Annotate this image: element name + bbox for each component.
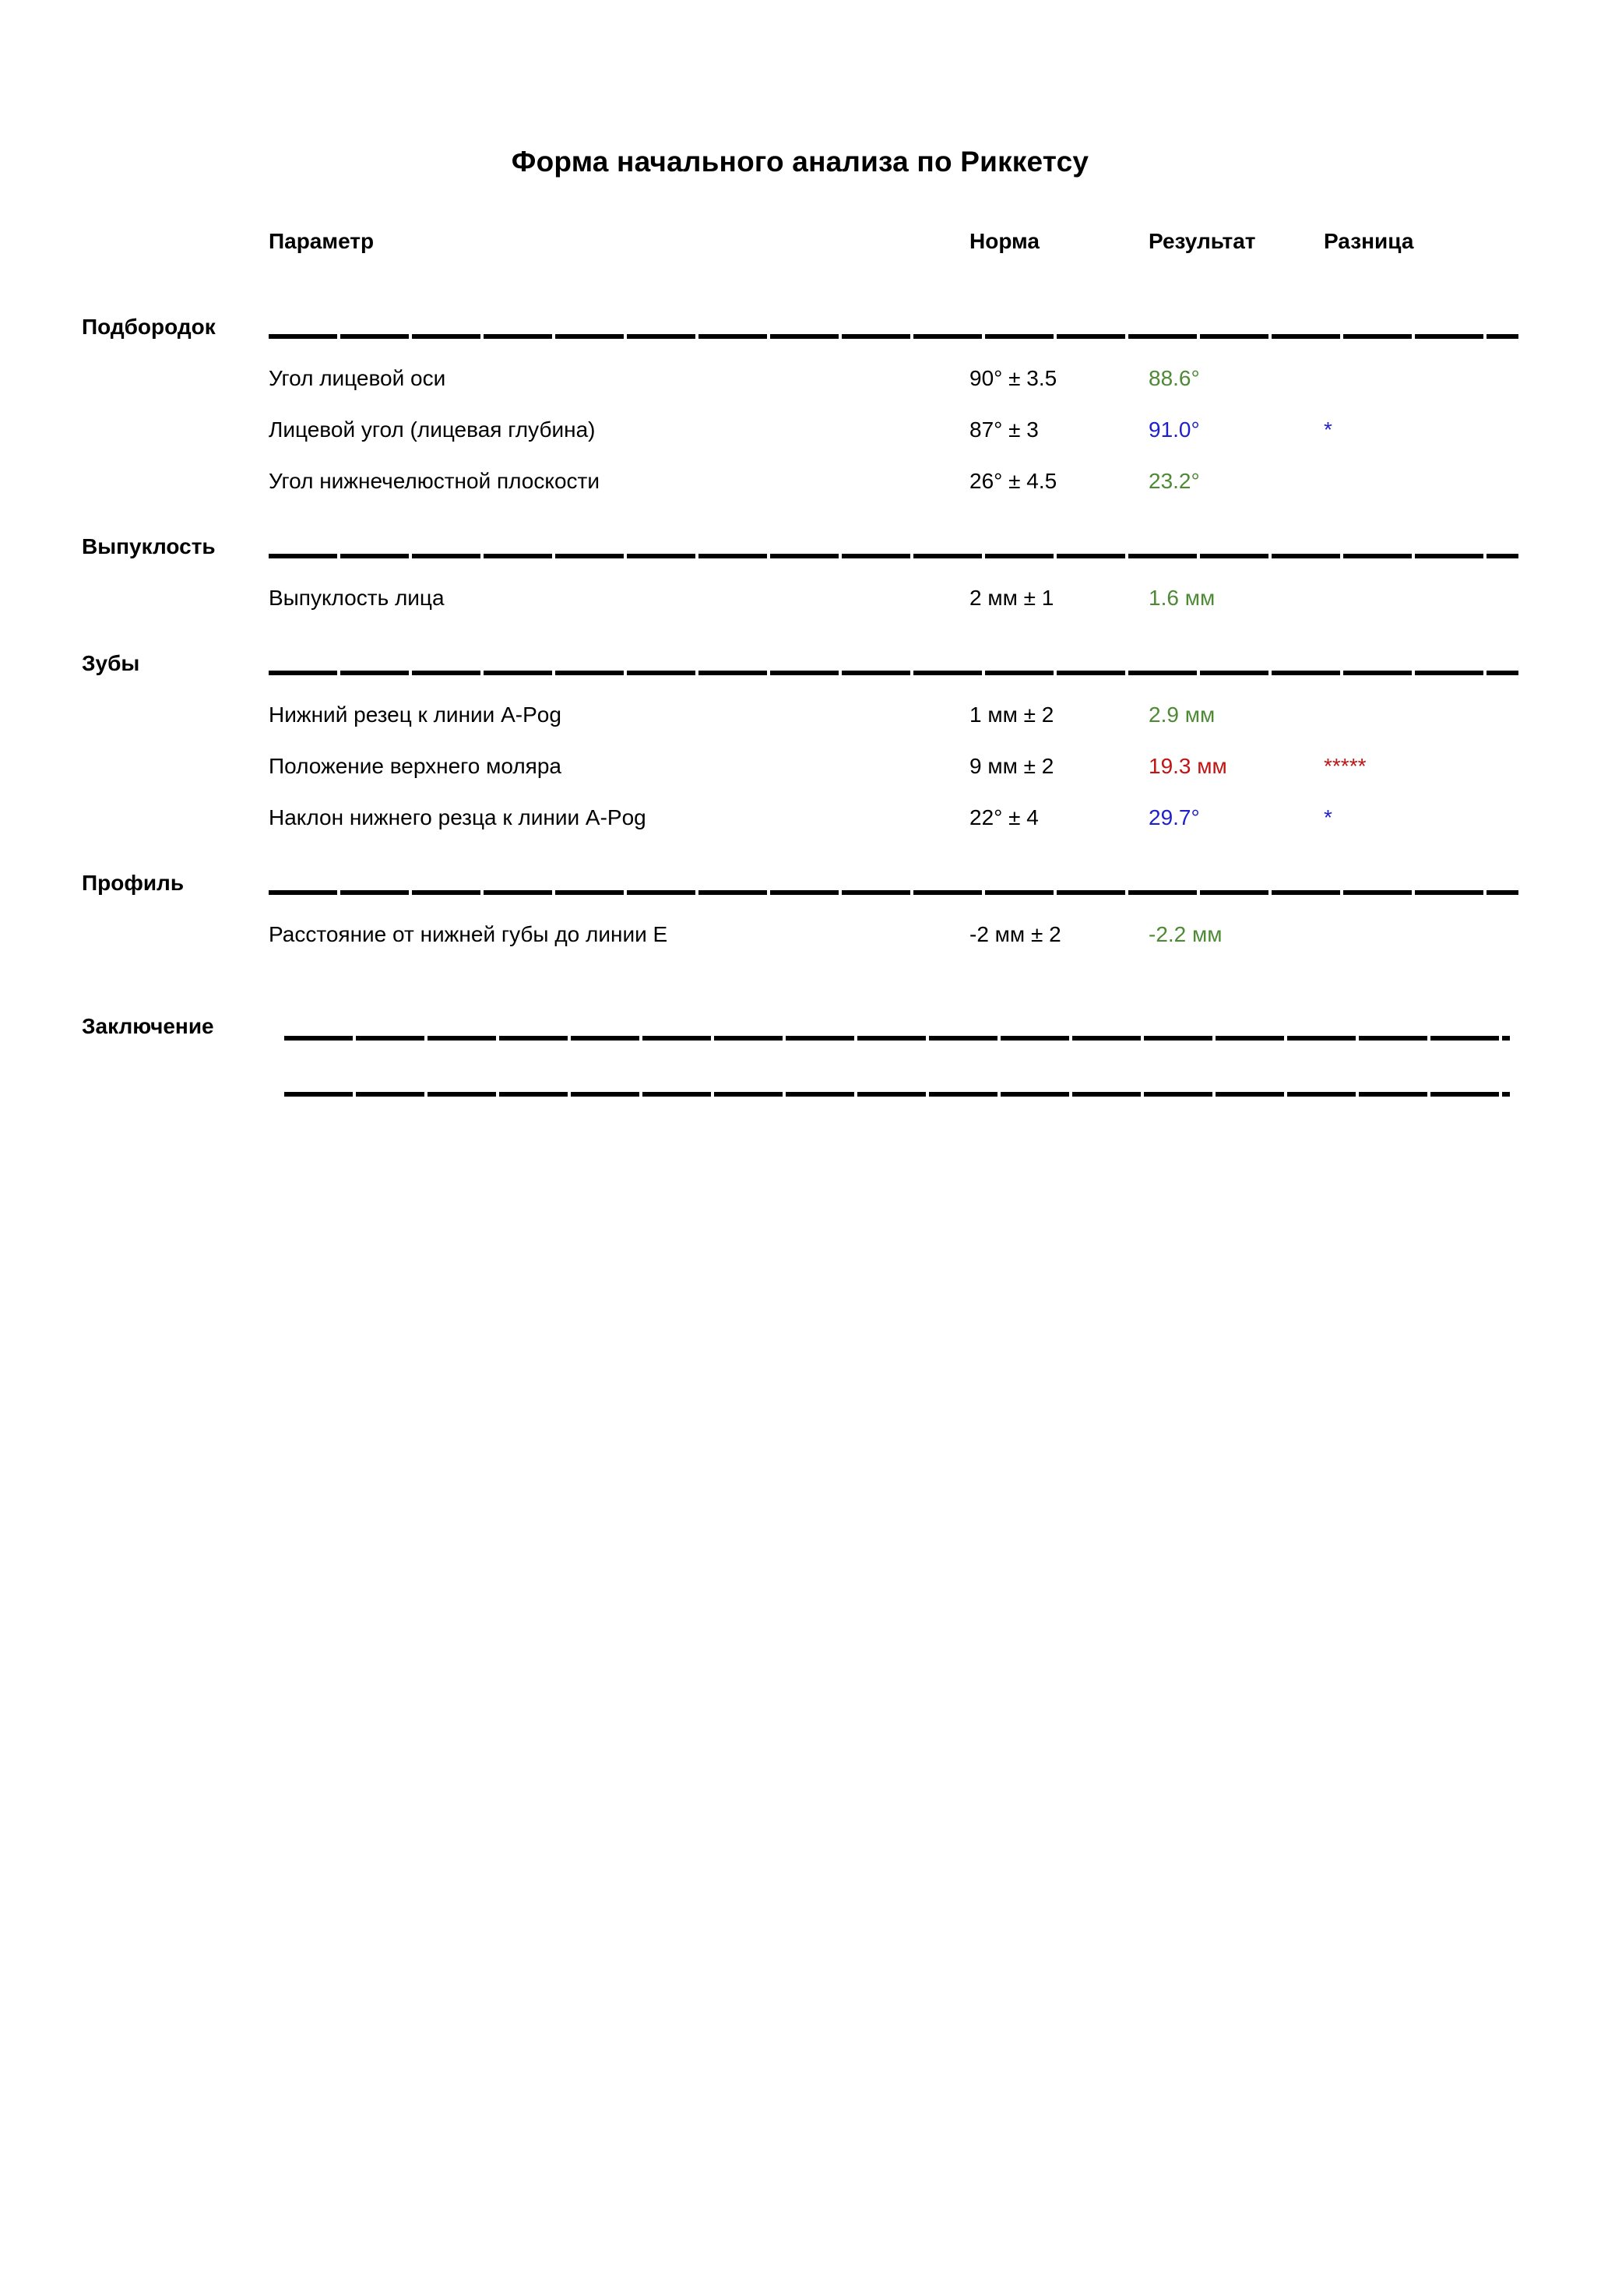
norm-value: 2 мм ± 1	[969, 586, 1054, 610]
conclusion-lines	[284, 1012, 1518, 1097]
result-value: 23.2°	[1149, 469, 1200, 493]
table-row	[82, 416, 1518, 444]
norm-value: 22° ± 4	[969, 805, 1039, 829]
column-header-result: Результат	[1149, 229, 1256, 253]
table-row	[82, 467, 1518, 495]
section-header-profile	[82, 869, 1518, 897]
norm-value: 1 мм ± 2	[969, 703, 1054, 727]
difference-marker: *****	[1324, 754, 1367, 778]
conclusion-blank-line	[284, 1092, 1510, 1097]
section-label: Выпуклость	[82, 534, 216, 558]
section-divider-line	[269, 334, 1518, 339]
column-header-parameter: Параметр	[269, 229, 375, 253]
parameter-name: Лицевой угол (лицевая глубина)	[269, 417, 596, 442]
parameter-name: Угол лицевой оси	[269, 366, 446, 390]
parameter-name: Выпуклость лица	[269, 586, 445, 610]
result-value: 2.9 мм	[1149, 703, 1216, 727]
section-divider-line	[269, 554, 1518, 558]
parameter-name: Наклон нижнего резца к линии A-Pog	[269, 805, 646, 829]
conclusion-blank-line	[284, 1036, 1510, 1041]
norm-value: -2 мм ± 2	[969, 922, 1061, 946]
section-label: Подбородок	[82, 315, 216, 339]
result-value: 88.6°	[1149, 366, 1200, 390]
result-value: 1.6 мм	[1149, 586, 1216, 610]
column-header-norm: Норма	[969, 229, 1040, 253]
section-label: Профиль	[82, 871, 185, 895]
page-title: Форма начального анализа по Риккетсу	[511, 146, 1089, 178]
result-value: 19.3 мм	[1149, 754, 1227, 778]
parameter-name: Нижний резец к линии A-Pog	[269, 703, 561, 727]
norm-value: 90° ± 3.5	[969, 366, 1057, 390]
parameter-name: Расстояние от нижней губы до линии E	[269, 922, 668, 946]
result-value: 29.7°	[1149, 805, 1200, 829]
norm-value: 87° ± 3	[969, 417, 1039, 442]
section-divider-line	[269, 890, 1518, 895]
result-value: 91.0°	[1149, 417, 1200, 442]
table-row	[82, 364, 1518, 393]
table-row	[82, 921, 1518, 949]
table-row	[82, 701, 1518, 729]
conclusion-section	[82, 1012, 1518, 1097]
parameter-name: Положение верхнего моляра	[269, 754, 561, 778]
column-header-difference: Разница	[1324, 229, 1414, 253]
section-label: Зубы	[82, 651, 140, 675]
norm-value: 26° ± 4.5	[969, 469, 1057, 493]
section-header-teeth	[82, 650, 1518, 678]
conclusion-label: Заключение	[82, 1014, 214, 1038]
norm-value: 9 мм ± 2	[969, 754, 1054, 778]
section-divider-line	[269, 671, 1518, 675]
section-header-chin	[82, 313, 1518, 341]
column-header-row	[82, 227, 1518, 255]
result-value: -2.2 мм	[1149, 922, 1223, 946]
table-row	[82, 752, 1518, 780]
difference-marker: *	[1324, 805, 1332, 829]
section-header-convexity	[82, 533, 1518, 561]
table-row	[82, 804, 1518, 832]
table-row	[82, 584, 1518, 612]
parameter-name: Угол нижнечелюстной плоскости	[269, 469, 600, 493]
difference-marker: *	[1324, 417, 1332, 442]
